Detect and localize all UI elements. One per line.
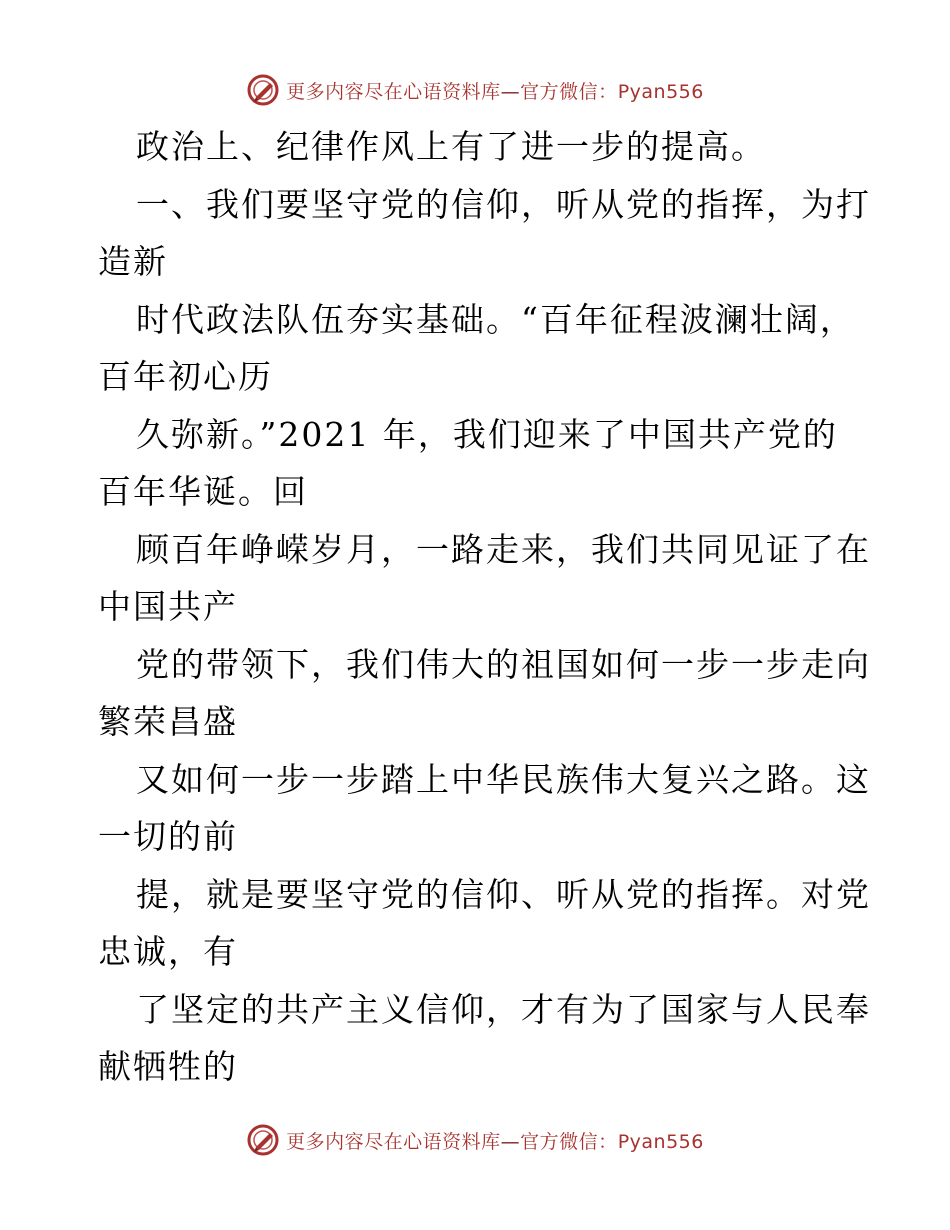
text-line: 百年初心历	[98, 357, 273, 396]
text-line: 党的带领下，我们伟大的祖国如何一步一步走向	[136, 644, 871, 684]
pen-logo-icon	[246, 73, 280, 107]
text-line: 中国共产	[98, 587, 238, 626]
header-watermark-text: 更多内容尽在心语资料库—官方微信：Pyan556	[286, 80, 704, 103]
text-line: 忠诚，有	[98, 932, 238, 971]
header-watermark	[0, 70, 950, 110]
text-line: 时代政法队伍夯实基础。“百年征程波澜壮阔，	[136, 299, 855, 339]
text-line: 又如何一步一步踏上中华民族伟大复兴之路。这	[136, 759, 871, 799]
footer-watermark	[0, 1120, 950, 1160]
text-line: 政治上、纪律作风上有了进一步的提高。	[136, 127, 766, 166]
text-line: 了坚定的共产主义信仰，才有为了国家与人民奉	[136, 989, 871, 1029]
pen-logo-icon	[246, 1123, 280, 1157]
text-line: 一、我们要坚守党的信仰，听从党的指挥，为打	[136, 184, 871, 224]
text-line: 造新	[98, 242, 168, 281]
text-line: 提，就是要坚守党的信仰、听从党的指挥。对党	[136, 874, 871, 914]
text-line: 顾百年峥嵘岁月，一路走来，我们共同见证了在	[136, 529, 871, 569]
body-text	[98, 118, 871, 1096]
text-line: 献牺牲的	[98, 1047, 238, 1086]
text-line: 繁荣昌盛	[98, 702, 238, 741]
text-line: 久弥新。”2021 年，我们迎来了中国共产党的	[136, 414, 838, 454]
footer-watermark-text: 更多内容尽在心语资料库—官方微信：Pyan556	[286, 1130, 704, 1153]
text-line: 百年华诞。回	[98, 472, 308, 511]
text-line: 一切的前	[98, 817, 238, 856]
